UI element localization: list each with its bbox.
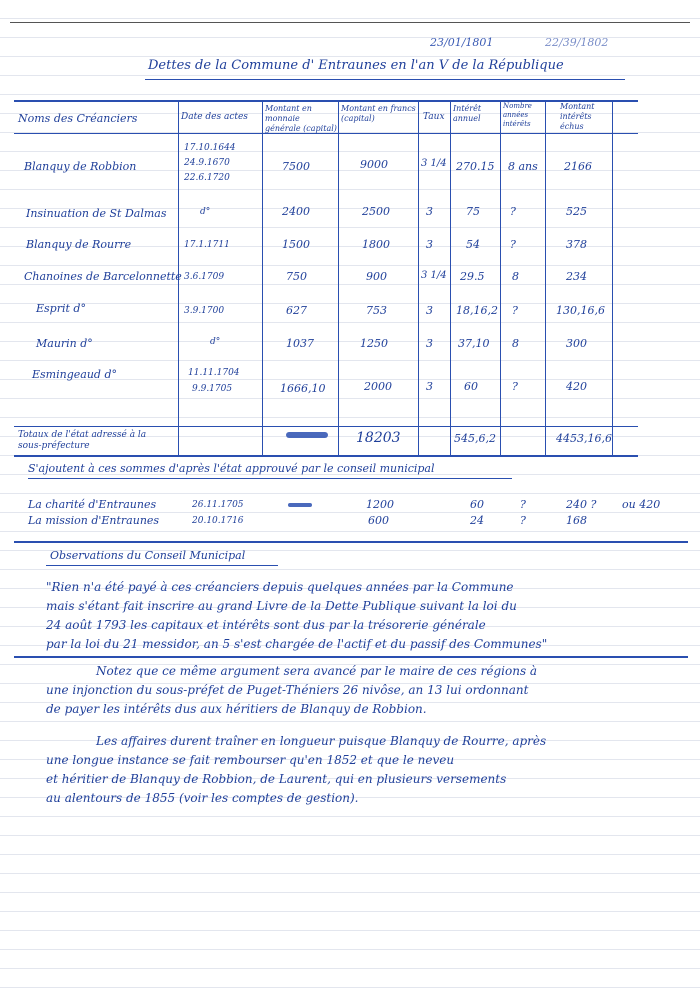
row-name: Maurin d° xyxy=(36,337,93,350)
observations-heading: Observations du Conseil Municipal xyxy=(50,549,246,562)
row-years: ? xyxy=(512,304,518,317)
row-date: d° xyxy=(210,337,221,347)
row-francs: 900 xyxy=(366,270,387,283)
row-francs: 753 xyxy=(366,304,387,317)
row-monetary: 1037 xyxy=(286,337,314,350)
scribbled-out-amount xyxy=(288,503,312,507)
document-title: Dettes de la Commune d' Entraunes en l'an V de la République xyxy=(148,58,564,73)
row-monetary: 750 xyxy=(286,270,307,283)
header-interest: Intérêt annuel xyxy=(453,104,482,123)
row-interest: 54 xyxy=(466,238,480,251)
title-underline xyxy=(145,79,625,80)
row-years: ? xyxy=(510,205,516,218)
row-date: 3.9.1700 xyxy=(184,306,225,316)
col-sep-7 xyxy=(545,100,546,455)
addition-years: ? xyxy=(520,514,526,527)
header-due: Montant intérêts échus xyxy=(560,102,595,131)
col-sep-2 xyxy=(262,100,263,455)
row-years: 8 xyxy=(512,337,519,350)
observation-line: "Rien n'a été payé à ces créanciers depuis quelques années par la Commune xyxy=(46,580,514,594)
row-francs: 1800 xyxy=(362,238,390,251)
header-years: Nombre années intérêts xyxy=(503,102,532,128)
addition-name: La mission d'Entraunes xyxy=(28,514,160,527)
date-stamp-2: 22/39/1802 xyxy=(545,36,609,49)
note-line: au alentours de 1855 (voir les comptes de gestion). xyxy=(46,791,359,805)
col-sep-4 xyxy=(418,100,419,455)
row-francs: 9000 xyxy=(360,158,388,171)
col-sep-8 xyxy=(612,100,613,455)
table-bottom-rule xyxy=(14,455,638,457)
row-monetary: 2400 xyxy=(282,205,310,218)
row-interest: 75 xyxy=(466,205,480,218)
addition-years: ? xyxy=(520,498,526,511)
row-name: Chanoines de Barcelonnette xyxy=(24,270,182,283)
row-due: 525 xyxy=(566,205,587,218)
row-years: 8 ans xyxy=(508,160,538,173)
header-names: Noms des Créanciers xyxy=(18,112,138,125)
scribbled-out-total xyxy=(286,432,328,438)
header-dates: Date des actes xyxy=(181,112,248,122)
row-francs: 2000 xyxy=(364,380,392,393)
addition-due: 240 ? xyxy=(566,498,597,511)
row-date: 11.11.1704 xyxy=(188,368,240,378)
col-sep-5 xyxy=(450,100,451,455)
row-monetary: 627 xyxy=(286,304,307,317)
observations-underline xyxy=(46,565,278,566)
totals-label: Totaux de l'état adressé à la sous-préfecture xyxy=(18,430,147,451)
row-rate: 3 1/4 xyxy=(421,270,447,281)
note-line: Notez que ce même argument sera avancé par le maire de ces régions à xyxy=(96,664,538,678)
row-francs: 1250 xyxy=(360,337,388,350)
row-due: 2166 xyxy=(564,160,592,173)
totals-francs: 18203 xyxy=(356,430,401,446)
totals-interest: 545,6,2 xyxy=(454,432,496,445)
col-sep-6 xyxy=(500,100,501,455)
row-name: Insinuation de St Dalmas xyxy=(26,207,167,220)
addition-francs: 1200 xyxy=(366,498,394,511)
row-interest: 37,10 xyxy=(458,337,490,350)
row-date: 17.1.1711 xyxy=(184,240,230,250)
row-name: Esprit d° xyxy=(36,302,86,315)
row-name: Esmingeaud d° xyxy=(32,368,117,381)
addition-name: La charité d'Entraunes xyxy=(28,498,157,511)
note-line: Les affaires durent traîner en longueur puisque Blanquy de Rourre, après xyxy=(96,734,547,748)
addition-interest: 60 xyxy=(470,498,484,511)
row-years: ? xyxy=(510,238,516,251)
note-line: et héritier de Blanquy de Robbion, de Laurent, qui en plusieurs versements xyxy=(46,772,507,786)
row-interest: 29.5 xyxy=(460,270,485,283)
row-date: d° xyxy=(200,207,211,217)
col-sep-3 xyxy=(338,100,339,455)
note-line: de payer les intérêts dus aux héritiers de Blanquy de Robbion. xyxy=(46,702,427,716)
note-line: une injonction du sous-préfet de Puget-Théniers 26 nivôse, an 13 lui ordonnant xyxy=(46,683,529,697)
row-name: Blanquy de Robbion xyxy=(24,160,137,173)
addition-due: 168 xyxy=(566,514,587,527)
observation-line: 24 août 1793 les capitaux et intérêts sont dus par la trésorerie générale xyxy=(46,618,486,632)
row-francs: 2500 xyxy=(362,205,390,218)
row-years: 8 xyxy=(512,270,519,283)
header-rate: Taux xyxy=(423,112,445,122)
row-monetary: 1500 xyxy=(282,238,310,251)
addition-date: 20.10.1716 xyxy=(192,516,244,526)
page-top-rule xyxy=(10,22,690,23)
row-years: ? xyxy=(512,380,518,393)
row-date: 24.9.1670 xyxy=(184,158,230,168)
row-rate: 3 1/4 xyxy=(421,158,447,169)
additions-underline xyxy=(28,478,512,479)
additions-heading: S'ajoutent à ces sommes d'après l'état approuvé par le conseil municipal xyxy=(28,462,435,475)
header-monetary: Montant en monnaie générale (capital) xyxy=(265,104,337,133)
row-rate: 3 xyxy=(426,337,433,350)
row-due: 378 xyxy=(566,238,587,251)
row-interest: 270.15 xyxy=(456,160,495,173)
row-date: 9.9.1705 xyxy=(192,384,233,394)
section-rule-2 xyxy=(14,656,688,658)
row-due: 300 xyxy=(566,337,587,350)
row-interest: 60 xyxy=(464,380,478,393)
addition-francs: 600 xyxy=(368,514,389,527)
date-stamp: 23/01/1801 xyxy=(430,36,494,49)
row-rate: 3 xyxy=(426,205,433,218)
row-due: 234 xyxy=(566,270,587,283)
row-rate: 3 xyxy=(426,238,433,251)
observation-line: par la loi du 21 messidor, an 5 s'est chargée de l'actif et du passif des Communes" xyxy=(46,637,548,651)
totals-due: 4453,16,6 xyxy=(556,432,612,445)
section-rule xyxy=(14,541,688,543)
row-name: Blanquy de Rourre xyxy=(26,238,132,251)
row-date: 17.10.1644 xyxy=(184,143,236,153)
observation-line: mais s'étant fait inscrire au grand Livre de la Dette Publique suivant la loi du xyxy=(46,599,517,613)
row-due: 130,16,6 xyxy=(556,304,605,317)
row-monetary: 7500 xyxy=(282,160,310,173)
addition-interest: 24 xyxy=(470,514,484,527)
addition-date: 26.11.1705 xyxy=(192,500,244,510)
row-rate: 3 xyxy=(426,304,433,317)
row-monetary: 1666,10 xyxy=(280,382,326,395)
row-interest: 18,16,2 xyxy=(456,304,498,317)
row-date: 22.6.1720 xyxy=(184,173,230,183)
row-due: 420 xyxy=(566,380,587,393)
header-francs: Montant en francs (capital) xyxy=(341,104,416,123)
row-rate: 3 xyxy=(426,380,433,393)
addition-margin-note: ou 420 xyxy=(622,498,661,511)
row-date: 3.6.1709 xyxy=(184,272,225,282)
note-line: une longue instance se fait rembourser qu'en 1852 et que le neveu xyxy=(46,753,455,767)
